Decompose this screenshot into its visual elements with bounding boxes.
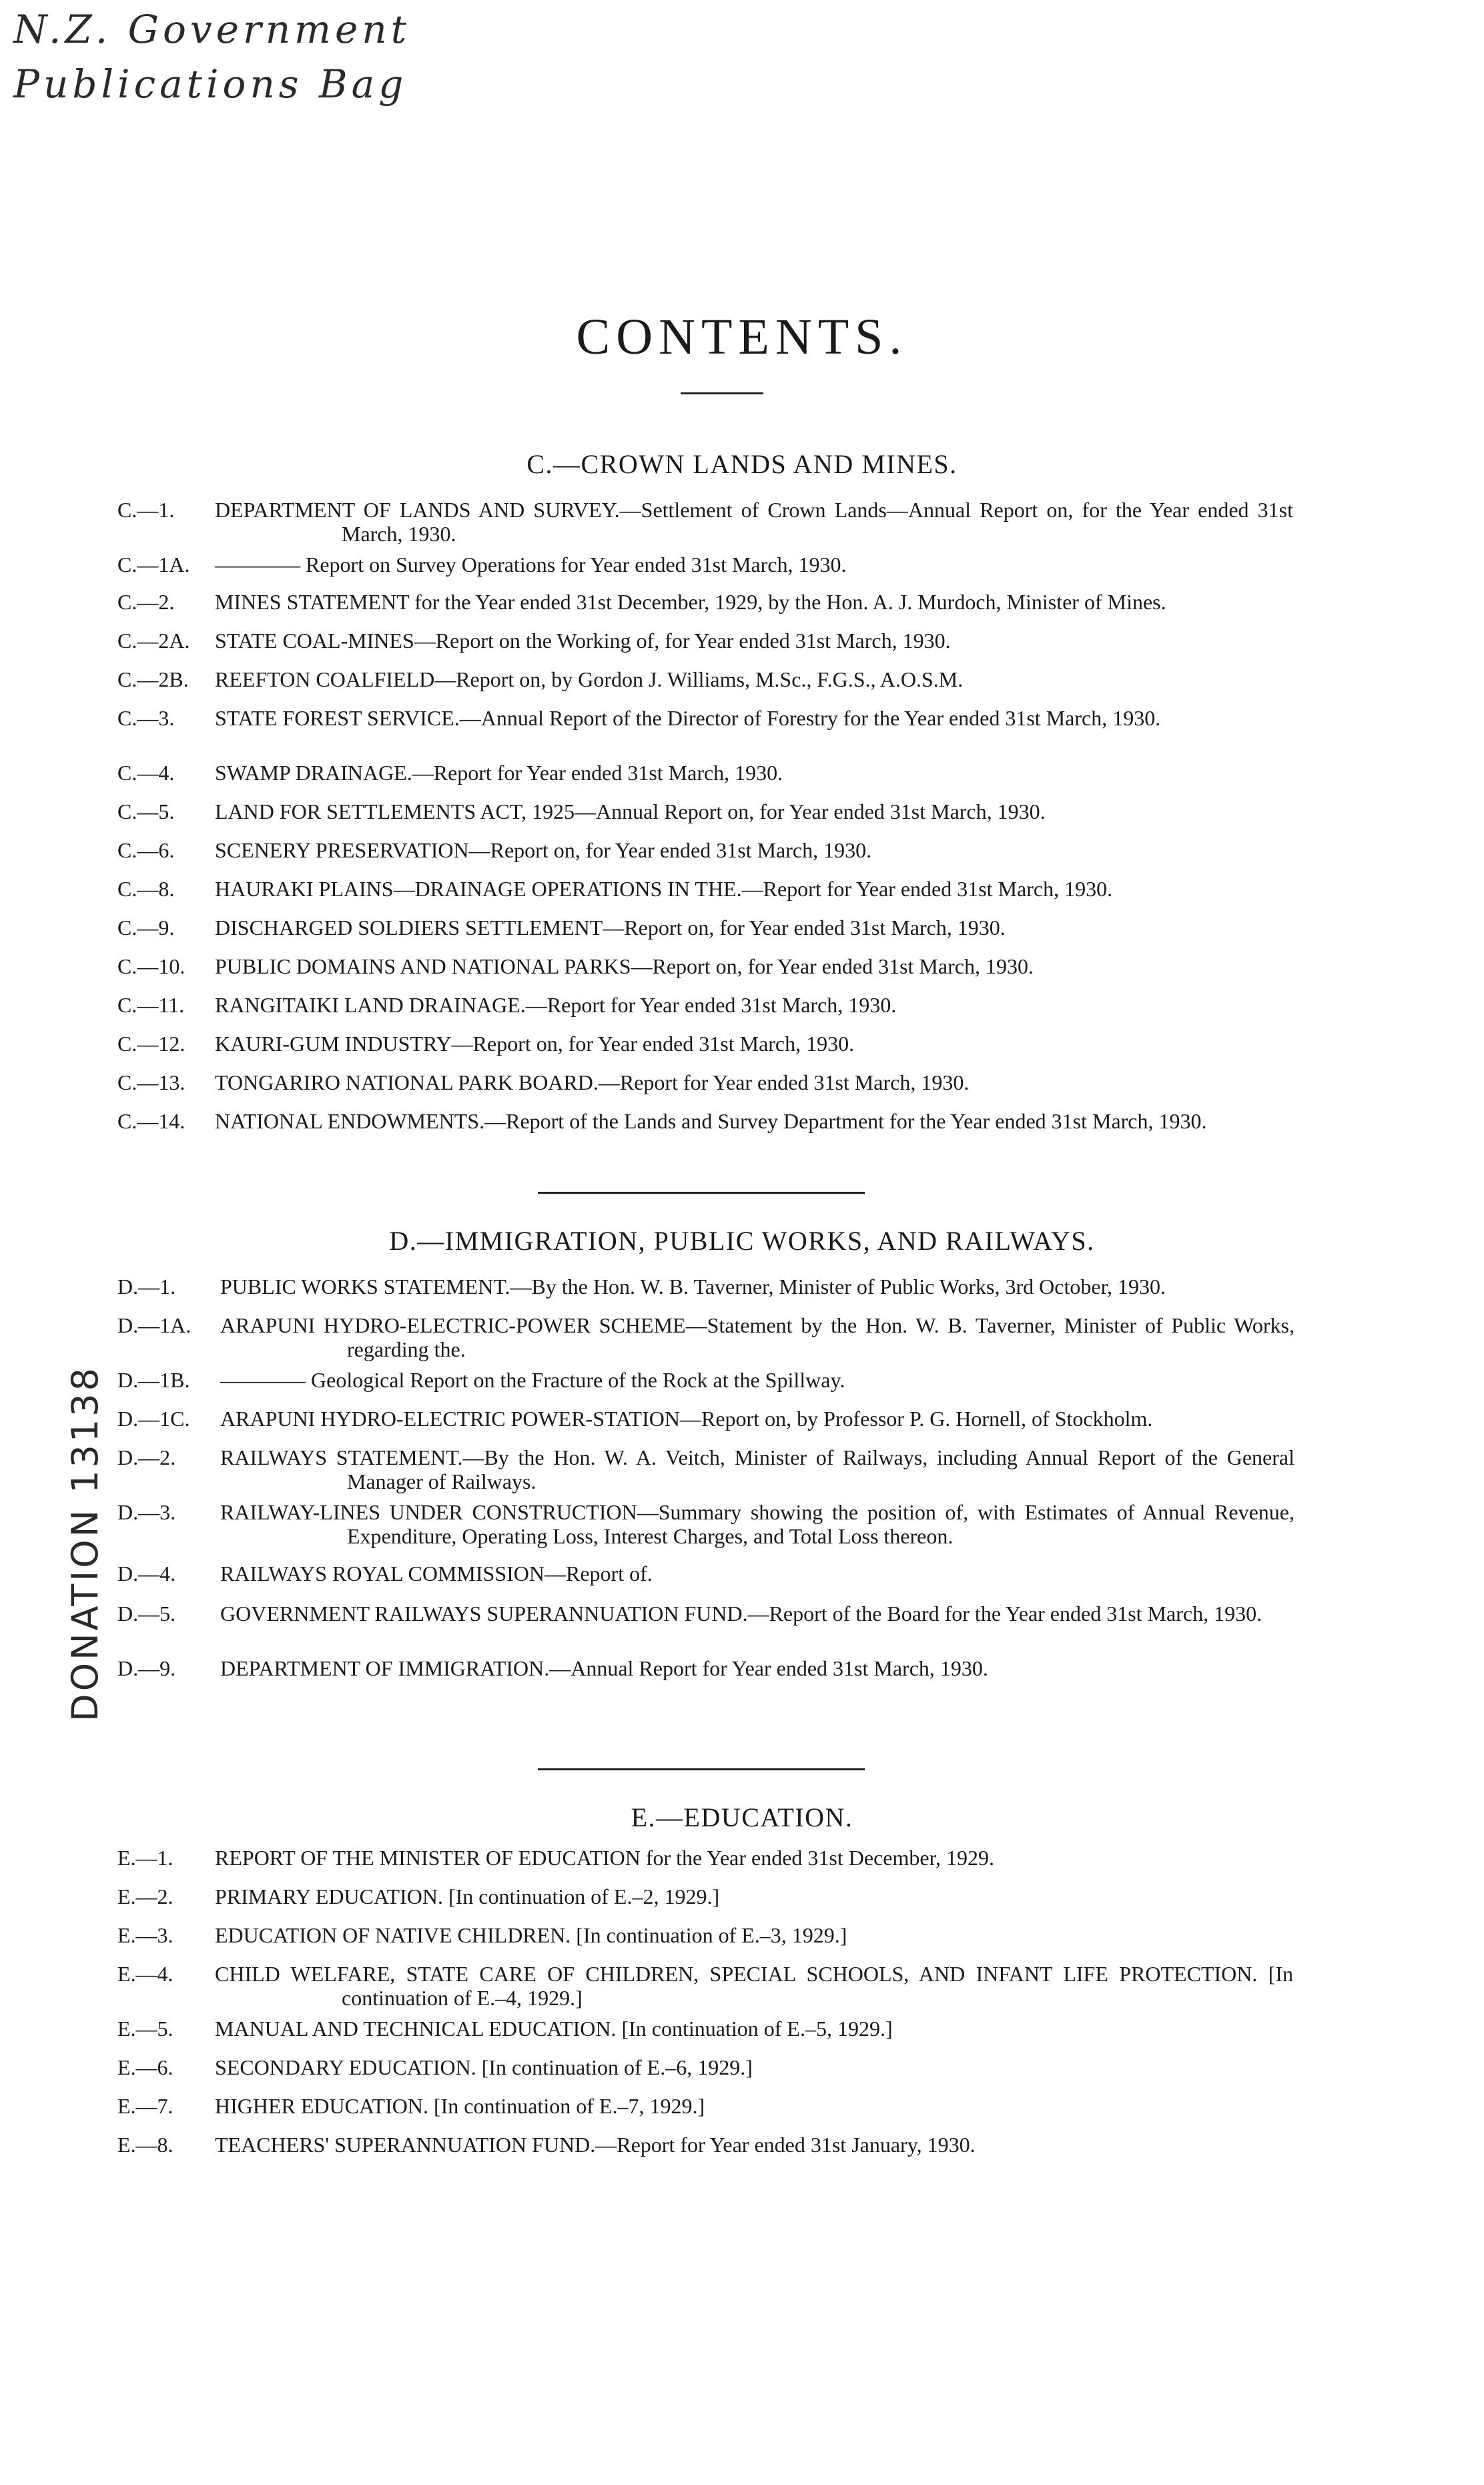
entry-text: RAILWAYS STATEMENT.—By the Hon. W. A. Veitch, Minister of Railways, including Annual Report of the General Manager of Railways.	[220, 1445, 1294, 1493]
entry-text: PUBLIC WORKS STATEMENT.—By the Hon. W. B. Taverner, Minister of Public Works, 3rd October, 1930.	[220, 1275, 1166, 1299]
entry-code: D.—9.	[117, 1656, 176, 1680]
entry-code: C.—14.	[117, 1109, 186, 1133]
entry-text: TEACHERS' SUPERANNUATION FUND.—Report for Year ended 31st January, 1930.	[215, 2133, 976, 2157]
entry-text: ARAPUNI HYDRO-ELECTRIC-POWER SCHEME—Statement by the Hon. W. B. Taverner, Minister of Public Works, regarding the.	[220, 1313, 1294, 1361]
entry-code: C.—2.	[117, 590, 175, 614]
handwritten-note-line-1: N.Z. Government	[13, 7, 411, 52]
entry-code: E.—7.	[117, 2094, 173, 2118]
entry-code: C.—1.	[117, 498, 175, 522]
entry-code: C.—3.	[117, 706, 175, 730]
entry-code: D.—1B.	[117, 1368, 190, 1392]
entry-code: C.—4.	[117, 761, 175, 785]
entry-text: TONGARIRO NATIONAL PARK BOARD.—Report for Year ended 31st March, 1930.	[215, 1070, 970, 1094]
entry-text: ARAPUNI HYDRO-ELECTRIC POWER-STATION—Report on, by Professor P. G. Hornell, of Stockholm.	[220, 1407, 1153, 1431]
entry-code: C.—9.	[117, 916, 175, 940]
entry-code: C.—13.	[117, 1070, 186, 1094]
entry-text: NATIONAL ENDOWMENTS.—Report of the Lands and Survey Department for the Year ended 31st March, 1930.	[215, 1109, 1207, 1133]
entry-code: E.—5.	[117, 2017, 173, 2041]
entry-code: D.—5.	[117, 1602, 176, 1626]
entry-code: C.—8.	[117, 877, 175, 901]
entry-text: HAURAKI PLAINS—DRAINAGE OPERATIONS IN THE.—Report for Year ended 31st March, 1930.	[215, 877, 1113, 901]
entry-text: SECONDARY EDUCATION. [In continuation of E.–6, 1929.]	[215, 2055, 753, 2079]
entry-text: GOVERNMENT RAILWAYS SUPERANNUATION FUND.—Report of the Board for the Year ended 31st March, 1930.	[220, 1602, 1262, 1626]
entry-text: PRIMARY EDUCATION. [In continuation of E.–2, 1929.]	[215, 1884, 720, 1908]
entry-code: C.—2B.	[117, 667, 189, 691]
entry-code: C.—2A.	[117, 629, 190, 653]
entry-code: C.—11.	[117, 993, 185, 1017]
entry-text: SWAMP DRAINAGE.—Report for Year ended 31st March, 1930.	[215, 761, 783, 785]
entry-code: E.—2.	[117, 1884, 173, 1908]
entry-code: D.—2.	[117, 1445, 176, 1469]
section-heading: E.—EDUCATION.	[631, 1802, 853, 1832]
entry-text: LAND FOR SETTLEMENTS ACT, 1925—Annual Report on, for Year ended 31st March, 1930.	[215, 799, 1046, 823]
entry-text: KAURI-GUM INDUSTRY—Report on, for Year ended 31st March, 1930.	[215, 1032, 855, 1056]
entry-code: C.—6.	[117, 838, 175, 862]
handwritten-note-line-2: Publications Bag	[13, 61, 408, 107]
entry-code: D.—1A.	[117, 1313, 192, 1337]
entry-text: STATE FOREST SERVICE.—Annual Report of the Director of Forestry for the Year ended 31st March, 1930.	[215, 706, 1161, 730]
entry-code: C.—5.	[117, 799, 175, 823]
entry-code: E.—4.	[117, 1962, 173, 1986]
entry-code: C.—12.	[117, 1032, 186, 1056]
entry-code: C.—10.	[117, 954, 186, 978]
entry-code: E.—3.	[117, 1923, 173, 1947]
section-divider	[538, 1768, 865, 1770]
entry-text: HIGHER EDUCATION. [In continuation of E.–7, 1929.]	[215, 2094, 705, 2118]
entry-code: E.—1.	[117, 1846, 173, 1870]
entry-code: D.—3.	[117, 1500, 176, 1524]
entry-code: D.—1.	[117, 1275, 176, 1299]
entry-text: RAILWAYS ROYAL COMMISSION—Report of.	[220, 1561, 653, 1585]
entry-text: REEFTON COALFIELD—Report on, by Gordon J. Williams, M.Sc., F.G.S., A.O.S.M.	[215, 667, 964, 691]
section-heading: C.—CROWN LANDS AND MINES.	[526, 449, 958, 479]
entry-code: E.—6.	[117, 2055, 173, 2079]
entry-text: RANGITAIKI LAND DRAINAGE.—Report for Year ended 31st March, 1930.	[215, 993, 897, 1017]
entry-text: REPORT OF THE MINISTER OF EDUCATION for the Year ended 31st December, 1929.	[215, 1846, 994, 1870]
entry-text: CHILD WELFARE, STATE CARE OF CHILDREN, SPECIAL SCHOOLS, AND INFANT LIFE PROTECTION. [In continuation of E.–4, 1929.]	[215, 1962, 1293, 2010]
entry-code: E.—8.	[117, 2133, 173, 2157]
entry-text: PUBLIC DOMAINS AND NATIONAL PARKS—Report on, for Year ended 31st March, 1930.	[215, 954, 1034, 978]
entry-text: SCENERY PRESERVATION—Report on, for Year ended 31st March, 1930.	[215, 838, 872, 862]
entry-text: DEPARTMENT OF LANDS AND SURVEY.—Settlement of Crown Lands—Annual Report on, for the Year ended 31st March, 1930.	[215, 498, 1293, 546]
entry-text: ———— Geological Report on the Fracture of the Rock at the Spillway.	[220, 1368, 845, 1392]
entry-text: MINES STATEMENT for the Year ended 31st December, 1929, by the Hon. A. J. Murdoch, Minister of Mines.	[215, 590, 1166, 614]
section-heading: D.—IMMIGRATION, PUBLIC WORKS, AND RAILWAYS.	[389, 1226, 1095, 1256]
entry-code: D.—4.	[117, 1561, 176, 1585]
entry-text: DISCHARGED SOLDIERS SETTLEMENT—Report on, for Year ended 31st March, 1930.	[215, 916, 1006, 940]
donation-stamp: DONATION 13138	[64, 1365, 106, 1722]
title-rule	[681, 392, 763, 394]
entry-text: STATE COAL-MINES—Report on the Working of, for Year ended 31st March, 1930.	[215, 629, 951, 653]
page-title: CONTENTS.	[576, 309, 908, 365]
section-divider	[538, 1192, 865, 1194]
entry-code: C.—1A.	[117, 553, 190, 577]
entry-text: ———— Report on Survey Operations for Year ended 31st March, 1930.	[215, 553, 847, 577]
entry-code: D.—1C.	[117, 1407, 190, 1431]
entry-text: DEPARTMENT OF IMMIGRATION.—Annual Report for Year ended 31st March, 1930.	[220, 1656, 988, 1680]
entry-text: MANUAL AND TECHNICAL EDUCATION. [In continuation of E.–5, 1929.]	[215, 2017, 893, 2041]
entry-text: RAILWAY-LINES UNDER CONSTRUCTION—Summary showing the position of, with Estimates of Annual Revenue, Expenditure, Operating Loss, Interest Charges, and Total Loss thereon.	[220, 1500, 1294, 1548]
entry-text: EDUCATION OF NATIVE CHILDREN. [In continuation of E.–3, 1929.]	[215, 1923, 847, 1947]
